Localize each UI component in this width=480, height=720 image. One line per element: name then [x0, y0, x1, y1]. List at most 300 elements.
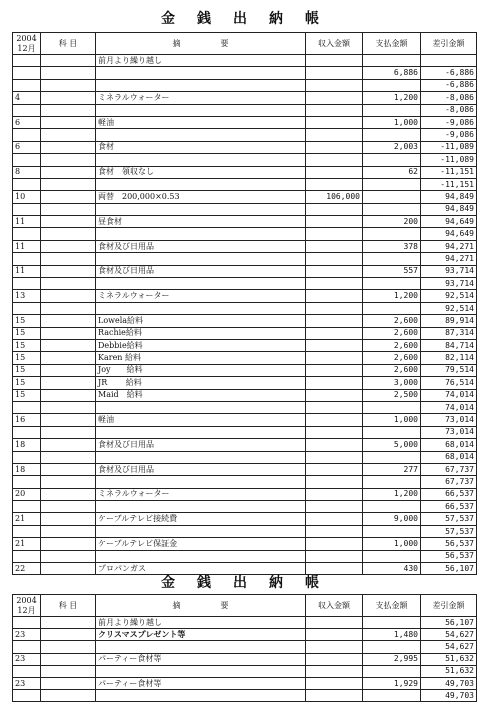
ledger-row — [13, 228, 477, 240]
row-balance: 56,537 — [421, 538, 477, 550]
row-balance: 54,627 — [421, 641, 477, 653]
row-description: 食材及び日用品 — [96, 439, 306, 451]
row-income — [306, 377, 363, 389]
row-category — [41, 488, 96, 500]
row-expense: 378 — [363, 240, 421, 252]
row-description — [96, 203, 306, 215]
header-category: 科 目 — [41, 595, 96, 617]
row-expense — [363, 690, 421, 702]
row-income — [306, 677, 363, 689]
row-category — [41, 377, 96, 389]
row-expense: 2,003 — [363, 141, 421, 153]
row-date: 18 — [13, 463, 41, 475]
row-expense — [363, 228, 421, 240]
row-income — [306, 641, 363, 653]
row-expense: 9,000 — [363, 513, 421, 525]
row-date — [13, 154, 41, 166]
row-balance: 54,627 — [421, 629, 477, 641]
row-date — [13, 104, 41, 116]
row-category — [41, 116, 96, 128]
row-expense: 1,480 — [363, 629, 421, 641]
row-description: パーティー食材等 — [96, 677, 306, 689]
row-balance: 51,632 — [421, 665, 477, 677]
row-date — [13, 178, 41, 190]
row-description: パーティー食材等 — [96, 653, 306, 665]
row-expense — [363, 401, 421, 413]
ledger-1-title: 金銭出納帳 — [161, 11, 341, 27]
row-date: 11 — [13, 216, 41, 228]
row-expense: 6,886 — [363, 67, 421, 79]
row-description — [96, 104, 306, 116]
row-category — [41, 339, 96, 351]
row-date: 15 — [13, 339, 41, 351]
row-income — [306, 116, 363, 128]
row-date: 22 — [13, 563, 41, 575]
row-income — [306, 629, 363, 641]
ledger-row — [13, 677, 477, 689]
row-date — [13, 228, 41, 240]
row-income — [306, 240, 363, 252]
row-expense — [363, 665, 421, 677]
row-expense: 2,600 — [363, 364, 421, 376]
row-expense — [363, 178, 421, 190]
ledger-row — [13, 191, 477, 203]
row-expense: 1,200 — [363, 290, 421, 302]
row-income: 106,000 — [306, 191, 363, 203]
row-income — [306, 104, 363, 116]
row-description: ケーブルテレビ保証金 — [96, 538, 306, 550]
row-date: 21 — [13, 513, 41, 525]
row-date: 23 — [13, 677, 41, 689]
header-balance: 差引金額 — [421, 33, 477, 55]
row-description — [96, 228, 306, 240]
row-date: 15 — [13, 389, 41, 401]
row-balance: 68,014 — [421, 451, 477, 463]
row-balance: 79,514 — [421, 364, 477, 376]
row-description — [96, 278, 306, 290]
row-description — [96, 451, 306, 463]
row-date — [13, 67, 41, 79]
ledger-row — [13, 617, 477, 629]
row-income — [306, 67, 363, 79]
row-date: 15 — [13, 352, 41, 364]
ledger-row — [13, 67, 477, 79]
row-income — [306, 55, 363, 67]
row-category — [41, 653, 96, 665]
row-date: 23 — [13, 629, 41, 641]
row-expense — [363, 129, 421, 141]
header-date: 2004 12月 — [13, 595, 41, 617]
row-expense — [363, 550, 421, 562]
row-expense — [363, 476, 421, 488]
row-category — [41, 178, 96, 190]
ledger-row — [13, 426, 477, 438]
row-income — [306, 352, 363, 364]
ledger-row — [13, 352, 477, 364]
row-income — [306, 253, 363, 265]
row-description — [96, 401, 306, 413]
row-income — [306, 501, 363, 513]
row-description: クリスマスプレゼント等 — [96, 629, 306, 641]
row-category — [41, 513, 96, 525]
row-description: 食材 領収なし — [96, 166, 306, 178]
row-income — [306, 278, 363, 290]
ledger-row — [13, 116, 477, 128]
row-expense: 557 — [363, 265, 421, 277]
row-category — [41, 79, 96, 91]
row-expense — [363, 426, 421, 438]
ledger-row — [13, 339, 477, 351]
header-expense: 支払金額 — [363, 33, 421, 55]
row-income — [306, 538, 363, 550]
row-balance: 74,014 — [421, 389, 477, 401]
row-date — [13, 690, 41, 702]
row-description: ミネラルウォーター — [96, 290, 306, 302]
row-balance: 57,537 — [421, 513, 477, 525]
row-income — [306, 617, 363, 629]
row-date — [13, 253, 41, 265]
row-expense: 2,600 — [363, 339, 421, 351]
ledger-row — [13, 327, 477, 339]
row-category — [41, 389, 96, 401]
row-expense — [363, 278, 421, 290]
row-balance: -6,886 — [421, 67, 477, 79]
row-balance: 94,849 — [421, 191, 477, 203]
row-balance: 56,107 — [421, 563, 477, 575]
row-description: 昼食材 — [96, 216, 306, 228]
ledger-row — [13, 690, 477, 702]
row-expense — [363, 641, 421, 653]
row-income — [306, 513, 363, 525]
row-description: 食材及び日用品 — [96, 463, 306, 475]
row-balance: 67,737 — [421, 476, 477, 488]
row-expense: 2,600 — [363, 315, 421, 327]
row-category — [41, 203, 96, 215]
row-income — [306, 327, 363, 339]
row-category — [41, 166, 96, 178]
ledger-row — [13, 401, 477, 413]
row-income — [306, 228, 363, 240]
row-category — [41, 141, 96, 153]
header-income: 収入金額 — [306, 33, 363, 55]
row-category — [41, 240, 96, 252]
row-expense — [363, 203, 421, 215]
row-date — [13, 278, 41, 290]
ledger-row — [13, 665, 477, 677]
ledger-row — [13, 141, 477, 153]
row-category — [41, 550, 96, 562]
row-category — [41, 278, 96, 290]
row-income — [306, 690, 363, 702]
row-description: 食材及び日用品 — [96, 265, 306, 277]
row-income — [306, 216, 363, 228]
header-description: 摘 要 — [96, 595, 306, 617]
row-expense: 200 — [363, 216, 421, 228]
row-income — [306, 550, 363, 562]
row-balance: 76,514 — [421, 377, 477, 389]
header-balance: 差引金額 — [421, 595, 477, 617]
row-expense: 2,995 — [363, 653, 421, 665]
row-description: 軽油 — [96, 414, 306, 426]
row-description — [96, 665, 306, 677]
row-category — [41, 364, 96, 376]
row-category — [41, 677, 96, 689]
row-balance: -11,151 — [421, 166, 477, 178]
row-expense: 1,000 — [363, 538, 421, 550]
ledger-row — [13, 451, 477, 463]
row-category — [41, 476, 96, 488]
row-expense: 1,000 — [363, 116, 421, 128]
row-income — [306, 665, 363, 677]
ledger-row — [13, 463, 477, 475]
row-balance: -8,086 — [421, 92, 477, 104]
row-income — [306, 203, 363, 215]
row-income — [306, 439, 363, 451]
row-description: Karen 給料 — [96, 352, 306, 364]
row-description — [96, 67, 306, 79]
ledger-row — [13, 315, 477, 327]
row-income — [306, 389, 363, 401]
ledger-row — [13, 550, 477, 562]
row-description: 食材 — [96, 141, 306, 153]
row-expense: 1,929 — [363, 677, 421, 689]
row-income — [306, 414, 363, 426]
row-description: ミネラルウォーター — [96, 488, 306, 500]
row-category — [41, 401, 96, 413]
row-category — [41, 55, 96, 67]
row-expense — [363, 104, 421, 116]
row-balance: 94,649 — [421, 216, 477, 228]
row-description: ケーブルテレビ接続費 — [96, 513, 306, 525]
row-balance: 73,014 — [421, 414, 477, 426]
row-category — [41, 302, 96, 314]
row-date: 20 — [13, 488, 41, 500]
row-description — [96, 550, 306, 562]
ledger-row — [13, 364, 477, 376]
ledger-row — [13, 629, 477, 641]
row-expense: 2,600 — [363, 327, 421, 339]
ledger-row — [13, 253, 477, 265]
row-category — [41, 129, 96, 141]
row-expense: 277 — [363, 463, 421, 475]
row-category — [41, 690, 96, 702]
row-income — [306, 141, 363, 153]
row-balance: -11,089 — [421, 154, 477, 166]
ledger-row — [13, 476, 477, 488]
row-expense — [363, 617, 421, 629]
row-income — [306, 265, 363, 277]
ledger-row — [13, 501, 477, 513]
row-balance: 87,314 — [421, 327, 477, 339]
row-date: 6 — [13, 141, 41, 153]
row-description: 前月より繰り越し — [96, 617, 306, 629]
row-date — [13, 302, 41, 314]
row-category — [41, 352, 96, 364]
row-description — [96, 501, 306, 513]
row-balance: 94,271 — [421, 253, 477, 265]
ledger-row — [13, 265, 477, 277]
row-date — [13, 501, 41, 513]
row-description: 前月より繰り越し — [96, 55, 306, 67]
ledger-row — [13, 377, 477, 389]
row-description — [96, 178, 306, 190]
row-expense: 2,500 — [363, 389, 421, 401]
row-category — [41, 327, 96, 339]
row-balance: 82,114 — [421, 352, 477, 364]
row-balance: 73,014 — [421, 426, 477, 438]
row-description — [96, 641, 306, 653]
row-category — [41, 451, 96, 463]
row-date: 11 — [13, 265, 41, 277]
row-category — [41, 265, 96, 277]
row-expense: 2,600 — [363, 352, 421, 364]
ledger-row — [13, 414, 477, 426]
row-date — [13, 525, 41, 537]
row-date — [13, 451, 41, 463]
row-category — [41, 315, 96, 327]
row-date: 13 — [13, 290, 41, 302]
row-description — [96, 129, 306, 141]
row-category — [41, 538, 96, 550]
row-date — [13, 55, 41, 67]
row-income — [306, 178, 363, 190]
ledger-2-header-row — [13, 595, 477, 617]
row-description: 軽油 — [96, 116, 306, 128]
header-date: 2004 12月 — [13, 33, 41, 55]
row-expense: 3,000 — [363, 377, 421, 389]
ledger-row — [13, 653, 477, 665]
ledger-2-table — [12, 594, 477, 702]
row-category — [41, 617, 96, 629]
row-description — [96, 525, 306, 537]
row-income — [306, 154, 363, 166]
header-income: 収入金額 — [306, 595, 363, 617]
ledger-1-table — [12, 32, 477, 575]
ledger-row — [13, 79, 477, 91]
row-expense — [363, 501, 421, 513]
row-expense: 62 — [363, 166, 421, 178]
header-expense: 支払金額 — [363, 595, 421, 617]
row-date: 15 — [13, 377, 41, 389]
row-category — [41, 67, 96, 79]
ledger-row — [13, 488, 477, 500]
row-description: Rachie給料 — [96, 327, 306, 339]
row-description: Joy 給料 — [96, 364, 306, 376]
ledger-row — [13, 278, 477, 290]
row-description: JR 給料 — [96, 377, 306, 389]
ledger-row — [13, 178, 477, 190]
row-income — [306, 315, 363, 327]
row-category — [41, 92, 96, 104]
ledger-row — [13, 389, 477, 401]
row-balance: 94,649 — [421, 228, 477, 240]
row-expense — [363, 525, 421, 537]
row-income — [306, 79, 363, 91]
row-date — [13, 641, 41, 653]
row-description: Maid 給料 — [96, 389, 306, 401]
row-expense — [363, 253, 421, 265]
row-description: Debbie給料 — [96, 339, 306, 351]
row-balance: 74,014 — [421, 401, 477, 413]
ledger-row — [13, 290, 477, 302]
row-balance: 84,714 — [421, 339, 477, 351]
row-balance: 66,537 — [421, 488, 477, 500]
row-income — [306, 339, 363, 351]
row-expense: 430 — [363, 563, 421, 575]
row-description: 両替 200,000×0.53 — [96, 191, 306, 203]
row-balance: 67,737 — [421, 463, 477, 475]
row-date — [13, 129, 41, 141]
row-category — [41, 228, 96, 240]
row-date: 4 — [13, 92, 41, 104]
row-balance: -8,086 — [421, 104, 477, 116]
row-balance: -11,089 — [421, 141, 477, 153]
ledger-2-title: 金銭出納帳 — [161, 575, 341, 591]
ledger-row — [13, 154, 477, 166]
ledger-row — [13, 525, 477, 537]
row-income — [306, 653, 363, 665]
row-date — [13, 617, 41, 629]
row-balance: -11,151 — [421, 178, 477, 190]
row-description: プロパンガス — [96, 563, 306, 575]
row-balance: 56,107 — [421, 617, 477, 629]
ledger-row — [13, 129, 477, 141]
row-date: 18 — [13, 439, 41, 451]
row-category — [41, 154, 96, 166]
ledger-row — [13, 538, 477, 550]
row-date: 10 — [13, 191, 41, 203]
row-description — [96, 302, 306, 314]
ledger-row — [13, 513, 477, 525]
row-date — [13, 401, 41, 413]
row-date: 8 — [13, 166, 41, 178]
row-balance: 93,714 — [421, 265, 477, 277]
row-category — [41, 216, 96, 228]
row-category — [41, 439, 96, 451]
row-balance: 92,514 — [421, 290, 477, 302]
row-balance — [421, 55, 477, 67]
row-expense: 1,000 — [363, 414, 421, 426]
row-date: 16 — [13, 414, 41, 426]
ledger-row — [13, 104, 477, 116]
row-date — [13, 665, 41, 677]
row-balance: 49,703 — [421, 690, 477, 702]
row-balance: 89,914 — [421, 315, 477, 327]
row-description — [96, 476, 306, 488]
row-category — [41, 463, 96, 475]
row-income — [306, 129, 363, 141]
ledger-row — [13, 166, 477, 178]
row-description — [96, 253, 306, 265]
row-balance: -6,886 — [421, 79, 477, 91]
row-balance: 94,271 — [421, 240, 477, 252]
row-category — [41, 629, 96, 641]
row-income — [306, 463, 363, 475]
row-expense — [363, 302, 421, 314]
ledger-row — [13, 203, 477, 215]
row-description: 食材及び日用品 — [96, 240, 306, 252]
row-income — [306, 364, 363, 376]
row-balance: 92,514 — [421, 302, 477, 314]
row-expense: 1,200 — [363, 488, 421, 500]
row-expense — [363, 451, 421, 463]
ledger-row — [13, 92, 477, 104]
row-balance: 66,537 — [421, 501, 477, 513]
row-expense — [363, 154, 421, 166]
ledger-row — [13, 240, 477, 252]
row-balance: 93,714 — [421, 278, 477, 290]
row-category — [41, 191, 96, 203]
